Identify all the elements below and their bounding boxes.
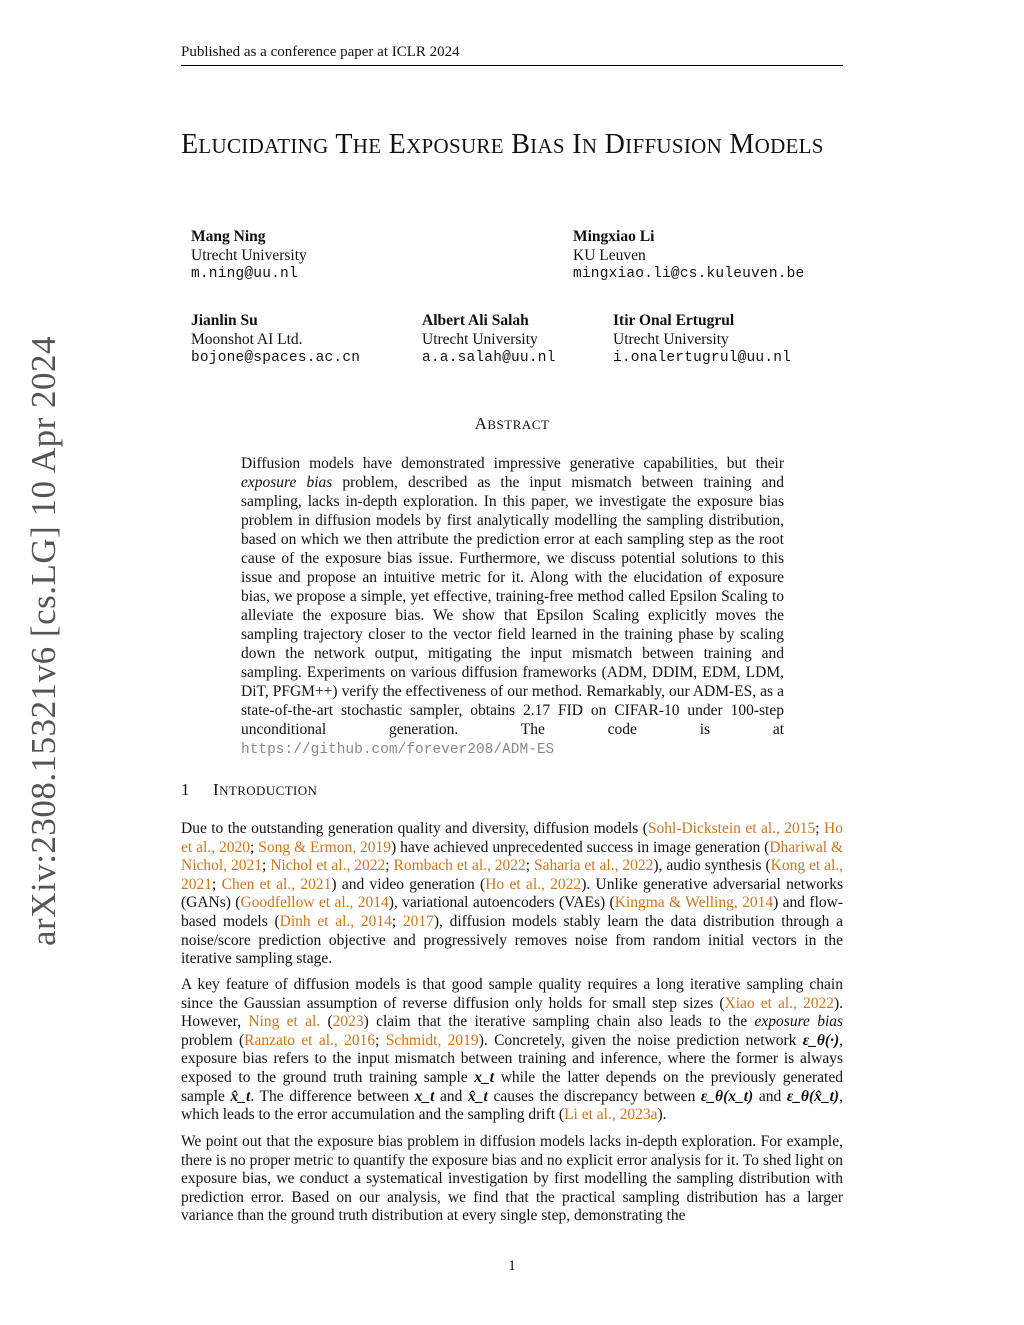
- author-email[interactable]: bojone@spaces.ac.cn: [191, 350, 361, 366]
- text: , exposure bias refers to the input mismatch between training and inference, where the former is always exposed to the ground truth training sample: [181, 1031, 843, 1086]
- text: ).: [657, 1106, 667, 1124]
- abstract-body: [241, 454, 784, 760]
- author-email[interactable]: i.onalertugrul@uu.nl: [613, 350, 792, 366]
- text: ;: [261, 857, 271, 875]
- author-name: Albert Ali Salah: [422, 312, 529, 329]
- paper-title-text: ELUCIDATING THE EXPOSURE BIAS IN DIFFUSION MODELS: [181, 129, 824, 160]
- abstract-text: problem, described as the input mismatch between training and sampling, lacks in-depth exploration. In this paper, we investigate the exposure bias problem in diffusion models by first analytically modelling the sampling distribution, based on which we then attribute the prediction error at each sampling step as the root cause of the exposure bias issue. Furthermore, we discuss potential solutions to this issue and propose an intuitive metric for it. Along with the elucidation of exposure bias, we propose a simple, yet effective, training-free method called Epsilon Scaling to alleviate the exposure bias. We show that Epsilon Scaling explicitly moves the sampling trajectory closer to the vector field learned in the training phase by scaling down the network output, mitigating the input mismatch between training and sampling. Experiments on various diffusion frameworks (ADM, DDIM, EDM, LDM, DiT, PFGM++) verify the effectiveness of our method. Remarkably, our ADM-ES, as a state-of-the-art stochastic sampler, obtains 2.17 FID on CIFAR-10 under 100-step unconditional generation. The code is at: [241, 474, 785, 738]
- text: ), audio synthesis (: [653, 857, 771, 875]
- text: ;: [212, 875, 222, 893]
- text: ), variational autoencoders (VAEs) (: [388, 894, 615, 912]
- text: ;: [815, 820, 825, 837]
- text: A key feature of diffusion models is that good sample quality requires a long iterative sampling chain since the Gaussian assumption of reverse diffusion only holds for small step sizes (: [181, 976, 843, 1012]
- abstract-heading-text: ABSTRACT: [474, 414, 550, 433]
- citation-link[interactable]: Song & Ermon, 2019: [258, 838, 392, 856]
- text: causes the discrepancy between: [487, 1087, 701, 1105]
- text: ;: [391, 912, 403, 930]
- author-name: Jianlin Su: [191, 312, 258, 329]
- text: ) and video generation (: [331, 875, 486, 893]
- citation-link[interactable]: Nichol et al., 2022: [270, 857, 386, 875]
- citation-link[interactable]: Schmidt, 2019: [385, 1031, 479, 1049]
- text: ) and flow-based models (: [181, 894, 843, 930]
- author-block: [613, 311, 791, 368]
- text: (: [320, 1013, 333, 1031]
- abstract-heading: [0, 414, 1024, 434]
- text: ) have achieved unprecedented success in image generation (: [391, 838, 770, 856]
- text: problem (: [181, 1031, 245, 1049]
- header-rule: [181, 65, 843, 66]
- author-affiliation: Utrecht University: [422, 331, 538, 348]
- section-title: INTRODUCTION: [213, 780, 318, 799]
- author-email[interactable]: a.a.salah@uu.nl: [422, 350, 556, 366]
- citation-link[interactable]: Goodfellow et al., 2014: [240, 894, 389, 912]
- citation-link[interactable]: Xiao et al., 2022: [724, 994, 834, 1012]
- emphasis: exposure bias: [754, 1013, 844, 1031]
- citation-link[interactable]: Ranzato et al., 2016: [244, 1031, 376, 1049]
- text: , which leads to the error accumulation and the sampling drift (: [181, 1087, 843, 1124]
- abstract-emphasis: exposure bias: [241, 474, 333, 491]
- author-name: Mang Ning: [191, 228, 266, 245]
- math: x_t: [474, 1068, 495, 1086]
- section-heading: [181, 780, 317, 800]
- math: ε_θ(·): [802, 1031, 840, 1049]
- author-affiliation: Utrecht University: [613, 331, 729, 348]
- author-affiliation: Utrecht University: [191, 247, 307, 264]
- text: ;: [375, 1031, 386, 1049]
- intro-paragraph-3: We point out that the exposure bias problem in diffusion models lacks in-depth exploration. For example, there is no proper metric to quantify the exposure bias and no explicit error analysis for it. To shed light on exposure bias, we conduct a systematical investigation by first modelling the sampling distribution with prediction error. Based on our analysis, we find that the practical sampling distribution has a larger variance than the ground truth distribution at every single step, demonstrating the: [181, 1133, 843, 1225]
- abstract-text: Diffusion models have demonstrated impressive generative capabilities, but their: [241, 455, 784, 472]
- author-block: [573, 227, 804, 284]
- citation-link[interactable]: Sohl-Dickstein et al., 2015: [647, 820, 816, 837]
- citation-link[interactable]: Ning et al.: [248, 1013, 321, 1031]
- text: Due to the outstanding generation quality and diversity, diffusion models (: [181, 820, 648, 837]
- text: ). Concretely, given the noise prediction network: [478, 1031, 803, 1049]
- author-name: Mingxiao Li: [573, 228, 655, 245]
- citation-link[interactable]: 2017: [402, 912, 434, 930]
- running-header: Published as a conference paper at ICLR 2024: [181, 44, 460, 60]
- math: ε_θ(x_t): [700, 1087, 754, 1105]
- math: x_t: [414, 1087, 435, 1105]
- author-block: [422, 311, 556, 368]
- text: ;: [525, 857, 535, 875]
- citation-link[interactable]: Saharia et al., 2022: [534, 857, 654, 875]
- text: ), diffusion models stably learn the data distribution through a noise/score prediction objective and progressively removes noise from random initial vectors in the iterative sampling stage.: [181, 912, 844, 968]
- text: ). Unlike generative adversarial networks (GANs) (: [181, 875, 843, 912]
- text: ;: [250, 838, 259, 856]
- text: ). However,: [181, 994, 843, 1031]
- text: while the latter depends on the previously generated sample: [181, 1068, 843, 1105]
- citation-link[interactable]: Kingma & Welling, 2014: [614, 894, 774, 912]
- text: . The difference between: [250, 1087, 415, 1105]
- paper-title: [181, 128, 846, 163]
- citation-link[interactable]: Rombach et al., 2022: [393, 857, 526, 875]
- author-name: Itir Onal Ertugrul: [613, 312, 735, 329]
- text: and: [434, 1087, 469, 1105]
- citation-link[interactable]: Ho et al., 2020: [181, 820, 843, 856]
- author-block: [191, 311, 360, 368]
- math: x̂_t: [468, 1087, 488, 1105]
- author-block: [191, 227, 307, 284]
- citation-link[interactable]: Dinh et al., 2014: [279, 912, 392, 930]
- citation-link[interactable]: Li et al., 2023a: [564, 1106, 658, 1124]
- citation-link[interactable]: Dhariwal & Nichol, 2021: [181, 838, 844, 875]
- text: and: [753, 1087, 787, 1105]
- author-affiliation: KU Leuven: [573, 247, 646, 264]
- text: ;: [385, 857, 394, 875]
- math: x̂_t: [230, 1087, 251, 1105]
- code-url-link[interactable]: https://github.com/forever208/ADM-ES: [241, 742, 555, 758]
- author-email[interactable]: mingxiao.li@cs.kuleuven.be: [573, 266, 805, 282]
- math: ε_θ(x̂_t): [786, 1087, 840, 1105]
- intro-paragraph-1: [181, 820, 843, 969]
- section-number: 1: [181, 780, 190, 799]
- author-email[interactable]: m.ning@uu.nl: [191, 266, 298, 282]
- citation-link[interactable]: 2023: [332, 1013, 364, 1031]
- intro-paragraph-2: [181, 976, 843, 1125]
- citation-link[interactable]: Kong et al., 2021: [181, 857, 844, 893]
- citation-link[interactable]: Chen et al., 2021: [221, 875, 332, 893]
- author-affiliation: Moonshot AI Ltd.: [191, 331, 303, 348]
- text: ) claim that the iterative sampling chain also leads to the: [363, 1013, 755, 1031]
- citation-link[interactable]: Ho et al., 2022: [485, 875, 582, 893]
- arxiv-stamp: arXiv:2308.15321v6 [cs.LG] 10 Apr 2024: [24, 335, 63, 946]
- page-number: 1: [508, 1258, 516, 1274]
